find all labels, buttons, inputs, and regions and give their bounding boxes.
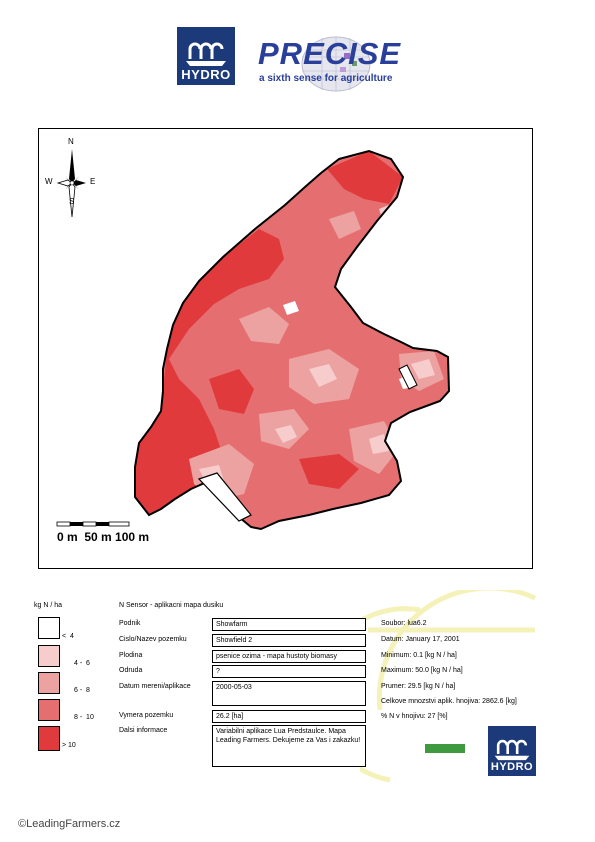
scale-bar [57,522,129,526]
info-label-pozemek: Cislo/Nazev pozemku [119,636,187,643]
legend-label-4-6: 4 - 6 [74,660,90,667]
hydro-logo-text: HYDRO [490,761,534,773]
info-label-plodina: Plodina [119,652,143,659]
stat-celkove: Celkove mnozstvi aplik. hnojiva: 2862.6 [kg] [381,698,517,705]
legend-label-8-10: 8 - 10 [74,714,94,721]
info-value-plodina: psenice ozima - mapa hustoty biomasy [212,650,366,663]
stat-datum: Datum: January 17, 2001 [381,636,460,643]
legend-swatch-6-8 [38,672,60,694]
legend-label-gt10: > 10 [62,742,76,749]
info-value-datum: 2000-05-03 [212,681,366,706]
stat-soubor: Soubor: lua6.2 [381,620,427,627]
hydro-logo-text: HYDRO [181,67,231,82]
compass-w-label: W [45,177,53,186]
precise-title: PRECISE [258,36,402,71]
info-label-datum: Datum mereni/aplikace [119,683,191,690]
leadingfarmers-badge [425,744,465,753]
stat-maximum: Maximum: 50.0 [kg N / ha] [381,667,463,674]
legend-swatch-4-6 [38,645,60,667]
stat-procento: % N v hnojivu: 27 [%] [381,713,448,720]
legend-label-6-8: 6 - 8 [74,687,90,694]
info-value-vymera: 26.2 [ha] [212,710,366,723]
stat-prumer: Prumer: 29.5 [kg N / ha] [381,683,456,690]
info-heading: N Sensor - aplikacni mapa dusiku [119,602,224,609]
viking-ship-icon [493,735,531,761]
footer-copyright: ©LeadingFarmers.cz [18,818,121,830]
legend-swatch-lt4 [38,617,60,639]
hydro-logo-top [177,27,235,85]
legend-unit: kg N / ha [34,602,63,609]
precise-logo [256,35,406,95]
legend-swatch-gt10 [38,726,60,751]
map-frame [38,128,533,569]
compass-e-label: E [90,177,96,186]
stat-minimum: Minimum: 0.1 [kg N / ha] [381,652,457,659]
info-value-pozemek: Showfield 2 [212,634,366,647]
field-zones [129,144,459,534]
north-arrow-icon [58,149,86,217]
precise-subtitle: a sixth sense for agriculture [259,73,393,84]
field-map [39,129,532,568]
info-label-podnik: Podnik [119,620,141,627]
info-label-odruda: Odruda [119,667,143,674]
info-value-podnik: Showfarm [212,618,366,631]
info-value-dalsi: Variabilni aplikace Lua Predstaulce. Mapa Leading Farmers. Dekujeme za Vas i zakazku! [212,725,366,767]
info-value-odruda: ? [212,665,366,678]
compass-n-label: N [68,137,74,146]
info-label-vymera: Vymera pozemku [119,712,174,719]
scale-label: 0 m 50 m 100 m [57,530,150,544]
viking-ship-icon [184,37,228,67]
info-label-dalsi: Dalsi informace [119,727,168,734]
legend-label-lt4: < 4 [62,633,74,640]
legend-swatch-8-10 [38,699,60,721]
compass-s-label: S [69,197,75,206]
hydro-logo-bottom [488,726,536,776]
